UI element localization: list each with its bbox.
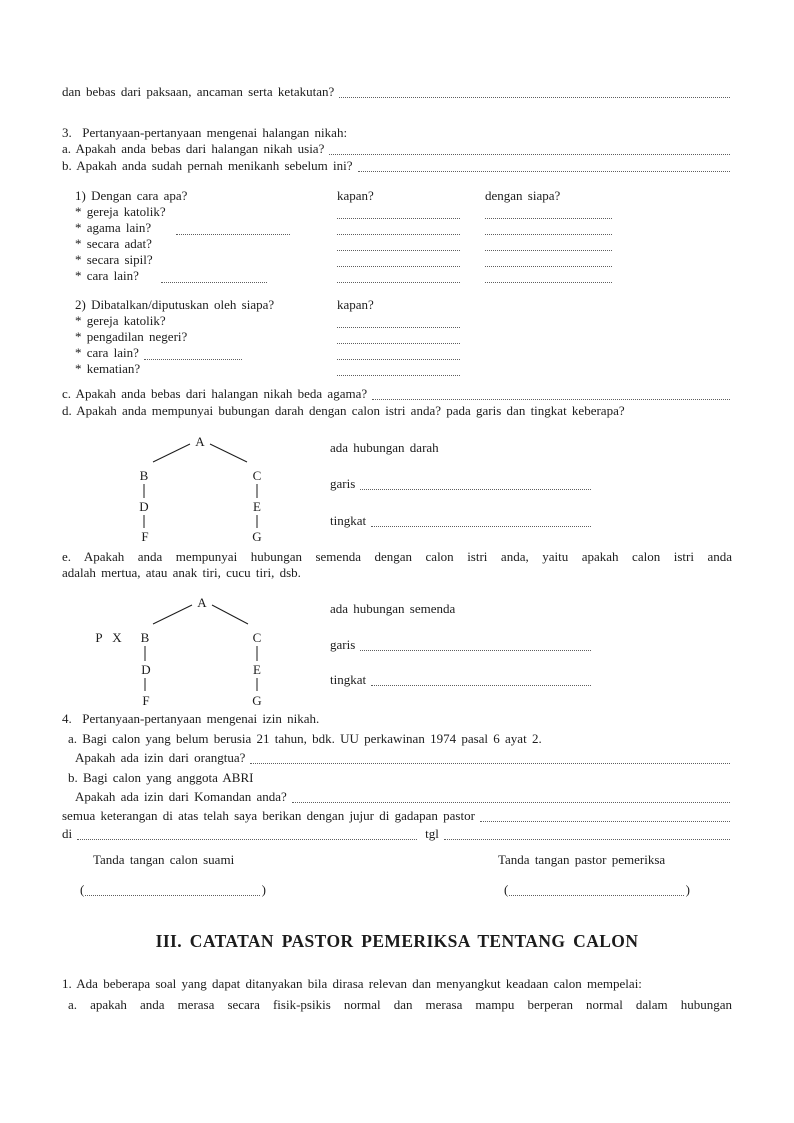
answer-blank-line <box>485 266 612 267</box>
answer-blank-line <box>485 234 612 235</box>
answer-blank-line <box>337 375 460 376</box>
answer-blank-line <box>339 97 730 98</box>
tree-node-b: B <box>140 630 150 645</box>
garis-label: garis <box>330 476 356 491</box>
question-text: Apakah ada izin dari orangtua? <box>75 750 246 765</box>
sub1-title: 1) Dengan cara apa? <box>75 188 188 203</box>
tree-edge <box>153 444 190 462</box>
answer-blank-line <box>329 154 730 155</box>
question-text: dan bebas dari paksaan, ancaman serta ketakutan? <box>62 84 335 99</box>
answer-blank-line <box>360 650 591 651</box>
tree-node-p: P <box>95 630 103 645</box>
sub2-title: 2) Dibatalkan/diputuskan oleh siapa? <box>75 297 275 312</box>
answer-blank-line <box>144 359 242 360</box>
item-label: * pengadilan negeri? <box>75 329 188 344</box>
answer-blank-line <box>337 282 460 283</box>
table-row <box>62 268 732 284</box>
tingkat-label: tingkat <box>330 513 367 528</box>
answer-blank-line <box>337 359 460 360</box>
table-row <box>62 313 732 329</box>
answer-blank-line <box>371 526 591 527</box>
tree-node-c: C <box>252 630 262 645</box>
answer-blank-line <box>485 250 612 251</box>
tree-edge <box>212 605 248 624</box>
tree-node-a: A <box>195 434 205 449</box>
date-blank-line <box>444 839 730 840</box>
tree-node-d: D <box>139 499 149 514</box>
table-row <box>62 329 732 345</box>
tree-node-e: E <box>253 662 261 677</box>
answer-blank-line <box>485 218 612 219</box>
tree-node-g: G <box>252 693 262 708</box>
answer-blank-line <box>337 234 460 235</box>
note-line-1a: a. apakah anda merasa secara fisik-psikis normal dan merasa mampu berperan normal dalam hubungan <box>68 997 732 1012</box>
sub1-table <box>62 188 732 284</box>
blood-relation-tree-diagram <box>85 428 285 546</box>
tree-node-b: B <box>139 468 149 483</box>
column-header-dengan-siapa: dengan siapa? <box>485 188 561 203</box>
tree-node-x: X <box>112 630 122 645</box>
item-label: * gereja katolik? <box>75 204 166 219</box>
answer-blank-line <box>337 343 460 344</box>
question-line-semenda-1: e. Apakah anda mempunyai hubungan semenda dengan calon istri anda, yaitu apakah calon istri anda <box>62 549 732 564</box>
table-row <box>62 345 732 361</box>
tree-node-e: E <box>253 499 261 514</box>
question-text: Apakah ada izin dari Komandan anda? <box>75 789 287 804</box>
declaration-line <box>62 808 732 824</box>
signature-paren-pastor <box>504 882 690 898</box>
answer-blank-line <box>292 802 730 803</box>
answer-blank-line <box>337 218 460 219</box>
question-line-izin-komandan <box>75 789 732 805</box>
answer-blank-line <box>250 763 730 764</box>
di-label: di <box>62 826 73 841</box>
tree-node-f: F <box>141 529 149 544</box>
question-line-hubungan-darah: d. Apakah anda mempunyai bubungan darah dengan calon istri anda? pada garis dan tingkat keberapa? <box>62 403 625 418</box>
garis-line <box>330 637 593 653</box>
item-label: * gereja katolik? <box>75 313 166 328</box>
item-label: * secara sipil? <box>75 252 153 267</box>
table-row <box>62 236 732 252</box>
question-line-umur21: a. Bagi calon yang belum berusia 21 tahun, bdk. UU perkawinan 1974 pasal 6 ayat 2. <box>68 731 542 746</box>
part3-heading: III. CATATAN PASTOR PEMERIKSA TENTANG CALON <box>155 931 639 951</box>
tree-node-f: F <box>142 693 150 708</box>
sub1-header-row <box>62 188 732 204</box>
garis-label: garis <box>330 637 356 652</box>
column-header-kapan: kapan? <box>337 297 374 312</box>
answer-blank-line <box>485 282 612 283</box>
tree-edge <box>153 605 192 624</box>
answer-blank-line <box>337 327 460 328</box>
open-paren: ( <box>504 882 509 897</box>
answer-blank-line <box>372 399 730 400</box>
question-text: a. Apakah anda bebas dari halangan nikah usia? <box>62 141 325 156</box>
answer-blank-line <box>360 489 591 490</box>
tingkat-line <box>330 513 593 529</box>
open-paren: ( <box>80 882 85 897</box>
place-date-line <box>62 826 732 842</box>
question-line-izin-orangtua <box>75 750 732 766</box>
note-line-1: 1. Ada beberapa soal yang dapat ditanyakan bila dirasa relevan dan menyangkut keadaan calon mempelai: <box>62 976 642 991</box>
signature-label-groom: Tanda tangan calon suami <box>93 852 235 867</box>
table-row <box>62 361 732 377</box>
answer-blank-line <box>161 282 267 283</box>
question-text: c. Apakah anda bebas dari halangan nikah beda agama? <box>62 386 368 401</box>
table-row <box>62 220 732 236</box>
caption-hubungan-darah: ada hubungan darah <box>330 440 439 455</box>
table-row <box>62 204 732 220</box>
close-paren: ) <box>261 882 266 897</box>
signature-paren-groom <box>80 882 266 898</box>
close-paren: ) <box>685 882 690 897</box>
column-header-kapan: kapan? <box>337 188 374 203</box>
tgl-label: tgl <box>425 826 439 841</box>
tingkat-label: tingkat <box>330 672 367 687</box>
question-line-halangan-usia <box>62 141 732 157</box>
answer-blank-line <box>358 171 730 172</box>
place-blank-line <box>77 839 417 840</box>
sub2-header-row <box>62 297 732 313</box>
question-line-pernah-menikah <box>62 158 732 174</box>
tree-node-a: A <box>197 595 207 610</box>
tree-node-d: D <box>141 662 151 677</box>
item-label: * cara lain? <box>75 345 139 360</box>
question-line-semenda-2: adalah mertua, atau anak tiri, cucu tiri, dsb. <box>62 565 301 580</box>
item-label: * cara lain? <box>75 268 139 283</box>
item-label: * kematian? <box>75 361 141 376</box>
caption-hubungan-semenda: ada hubungan semenda <box>330 601 456 616</box>
answer-blank-line <box>371 685 591 686</box>
sub2-table <box>62 297 732 377</box>
item-label: * secara adat? <box>75 236 152 251</box>
signature-label-pastor: Tanda tangan pastor pemeriksa <box>498 852 666 867</box>
table-row <box>62 252 732 268</box>
tingkat-line <box>330 672 593 688</box>
signature-blank-line <box>509 895 683 896</box>
tree-edge <box>210 444 247 462</box>
tree-node-g: G <box>252 529 262 544</box>
section4-heading: 4. Pertanyaan-pertanyaan mengenai izin nikah. <box>62 711 320 726</box>
answer-blank-line <box>176 234 290 235</box>
item-label: * agama lain? <box>75 220 152 235</box>
question-text: b. Apakah anda sudah pernah menikanh sebelum ini? <box>62 158 353 173</box>
answer-blank-line <box>337 250 460 251</box>
section3-heading: 3. Pertanyaan-pertanyaan mengenai halangan nikah: <box>62 125 348 140</box>
semenda-relation-tree-diagram <box>85 592 285 710</box>
tree-node-c: C <box>252 468 262 483</box>
signature-blank-line <box>85 895 259 896</box>
question-line-beda-agama <box>62 386 732 402</box>
answer-blank-line <box>337 266 460 267</box>
question-line-coercion <box>62 84 732 100</box>
question-line-abri: b. Bagi calon yang anggota ABRI <box>68 770 254 785</box>
declaration-text: semua keterangan di atas telah saya berikan dengan jujur di gadapan pastor <box>62 808 475 823</box>
garis-line <box>330 476 593 492</box>
answer-blank-line <box>480 821 730 822</box>
